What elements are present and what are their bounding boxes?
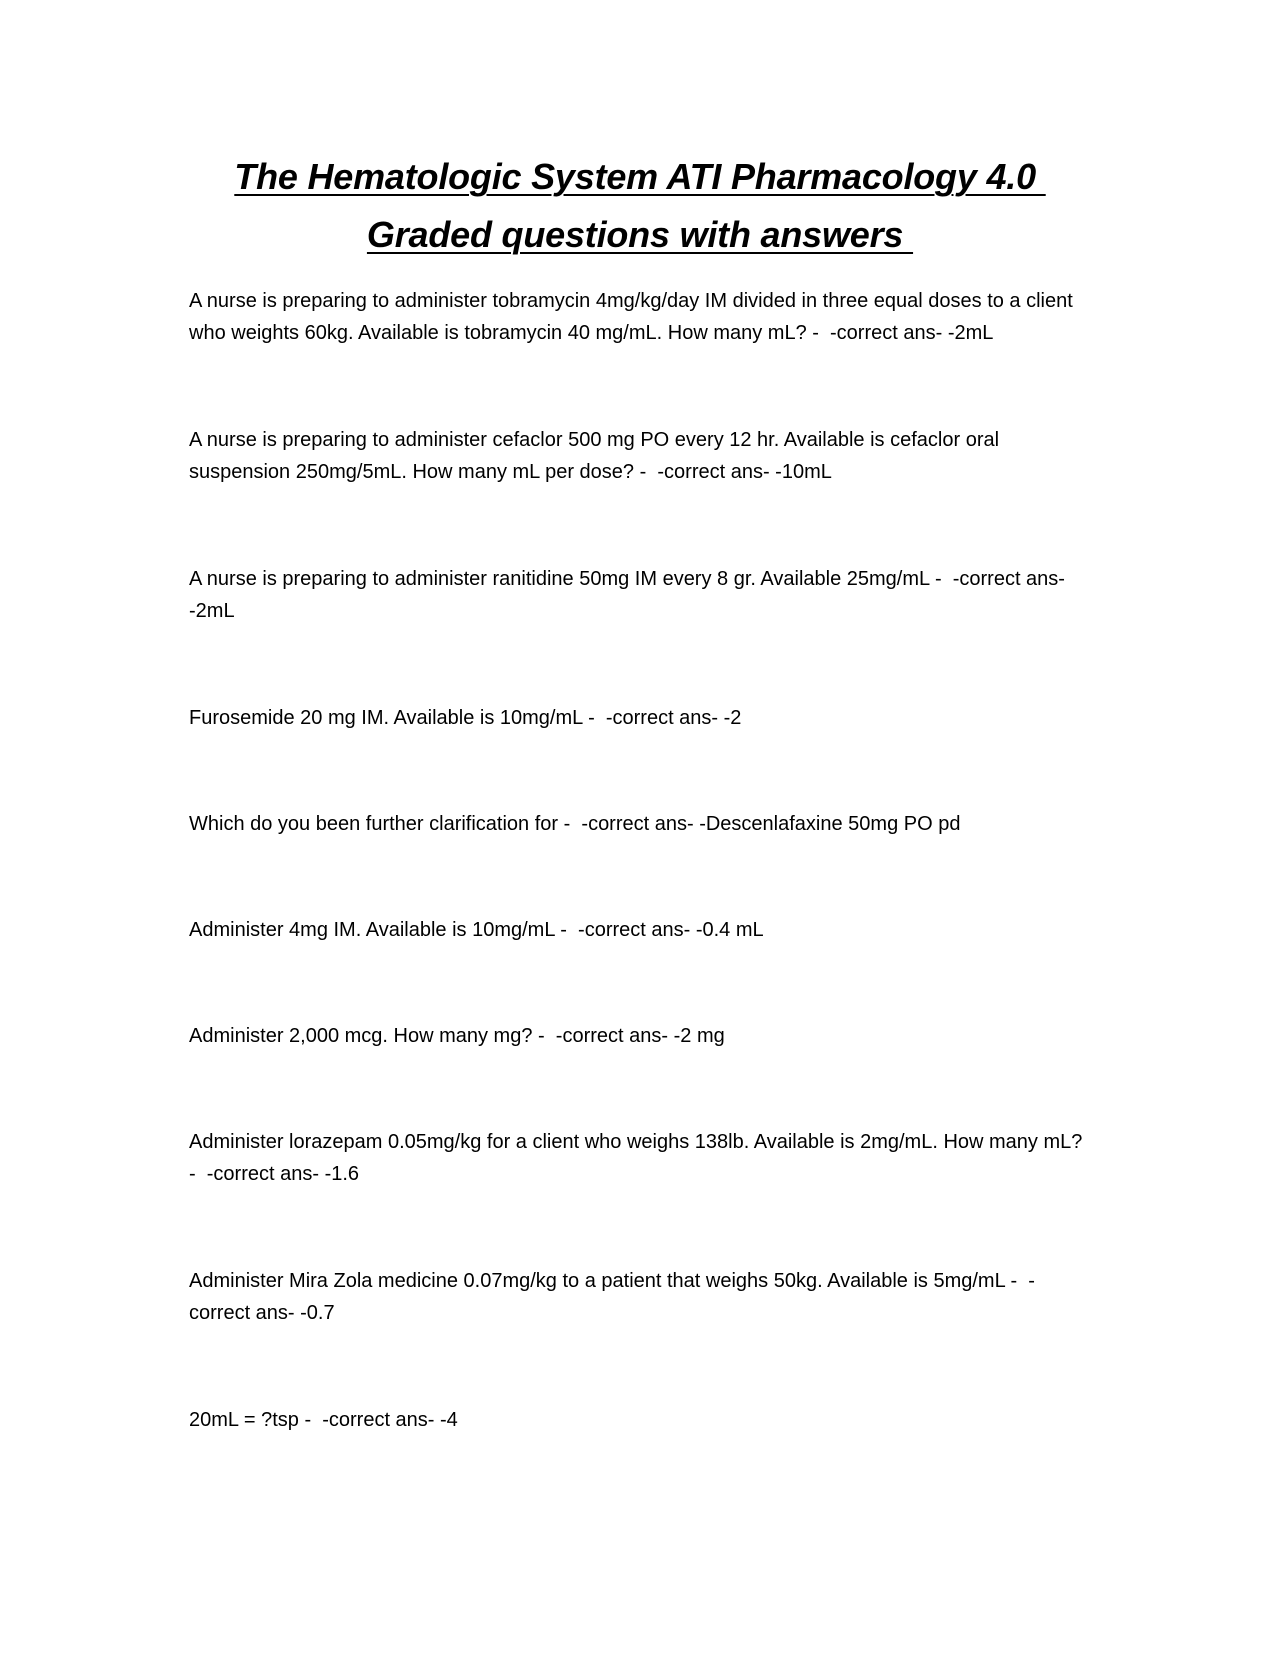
title-line-1: The Hematologic System ATI Pharmacology 4.0 (234, 156, 1046, 197)
qa-item-5: Which do you been further clarification for - -correct ans- -Descenlafaxine 50mg PO pd (189, 813, 961, 835)
qa-item-6: Administer 4mg IM. Available is 10mg/mL - -correct ans- -0.4 mL (189, 919, 764, 941)
qa-item-4: Furosemide 20 mg IM. Available is 10mg/mL - -correct ans- -2 (189, 707, 742, 729)
title-line-2: Graded questions with answers (366, 214, 914, 255)
qa-item-3: A nurse is preparing to administer ranitidine 50mg IM every 8 gr. Available 25mg/mL - -correct ans- -2mL (189, 568, 1071, 622)
qa-item-1: A nurse is preparing to administer tobramycin 4mg/kg/day IM divided in three equal doses to a client who weights 60kg. Available is tobramycin 40 mg/mL. How many mL? - -correct ans- -2mL (189, 290, 1079, 344)
qa-item-7: Administer 2,000 mcg. How many mg? - -correct ans- -2 mg (189, 1025, 725, 1047)
qa-item-2: A nurse is preparing to administer cefaclor 500 mg PO every 12 hr. Available is cefaclor oral suspension 250mg/5mL. How many mL per dose? - -correct ans- -10mL (189, 429, 1005, 483)
document-title (160, 148, 1120, 264)
qa-item-9: Administer Mira Zola medicine 0.07mg/kg to a patient that weighs 50kg. Available is 5mg/mL - -correct ans- -0.7 (189, 1270, 1035, 1324)
qa-item-8: Administer lorazepam 0.05mg/kg for a client who weighs 138lb. Available is 2mg/mL. How many mL? - -correct ans- -1.6 (189, 1131, 1088, 1185)
qa-item-10: 20mL = ?tsp - -correct ans- -4 (189, 1409, 458, 1431)
